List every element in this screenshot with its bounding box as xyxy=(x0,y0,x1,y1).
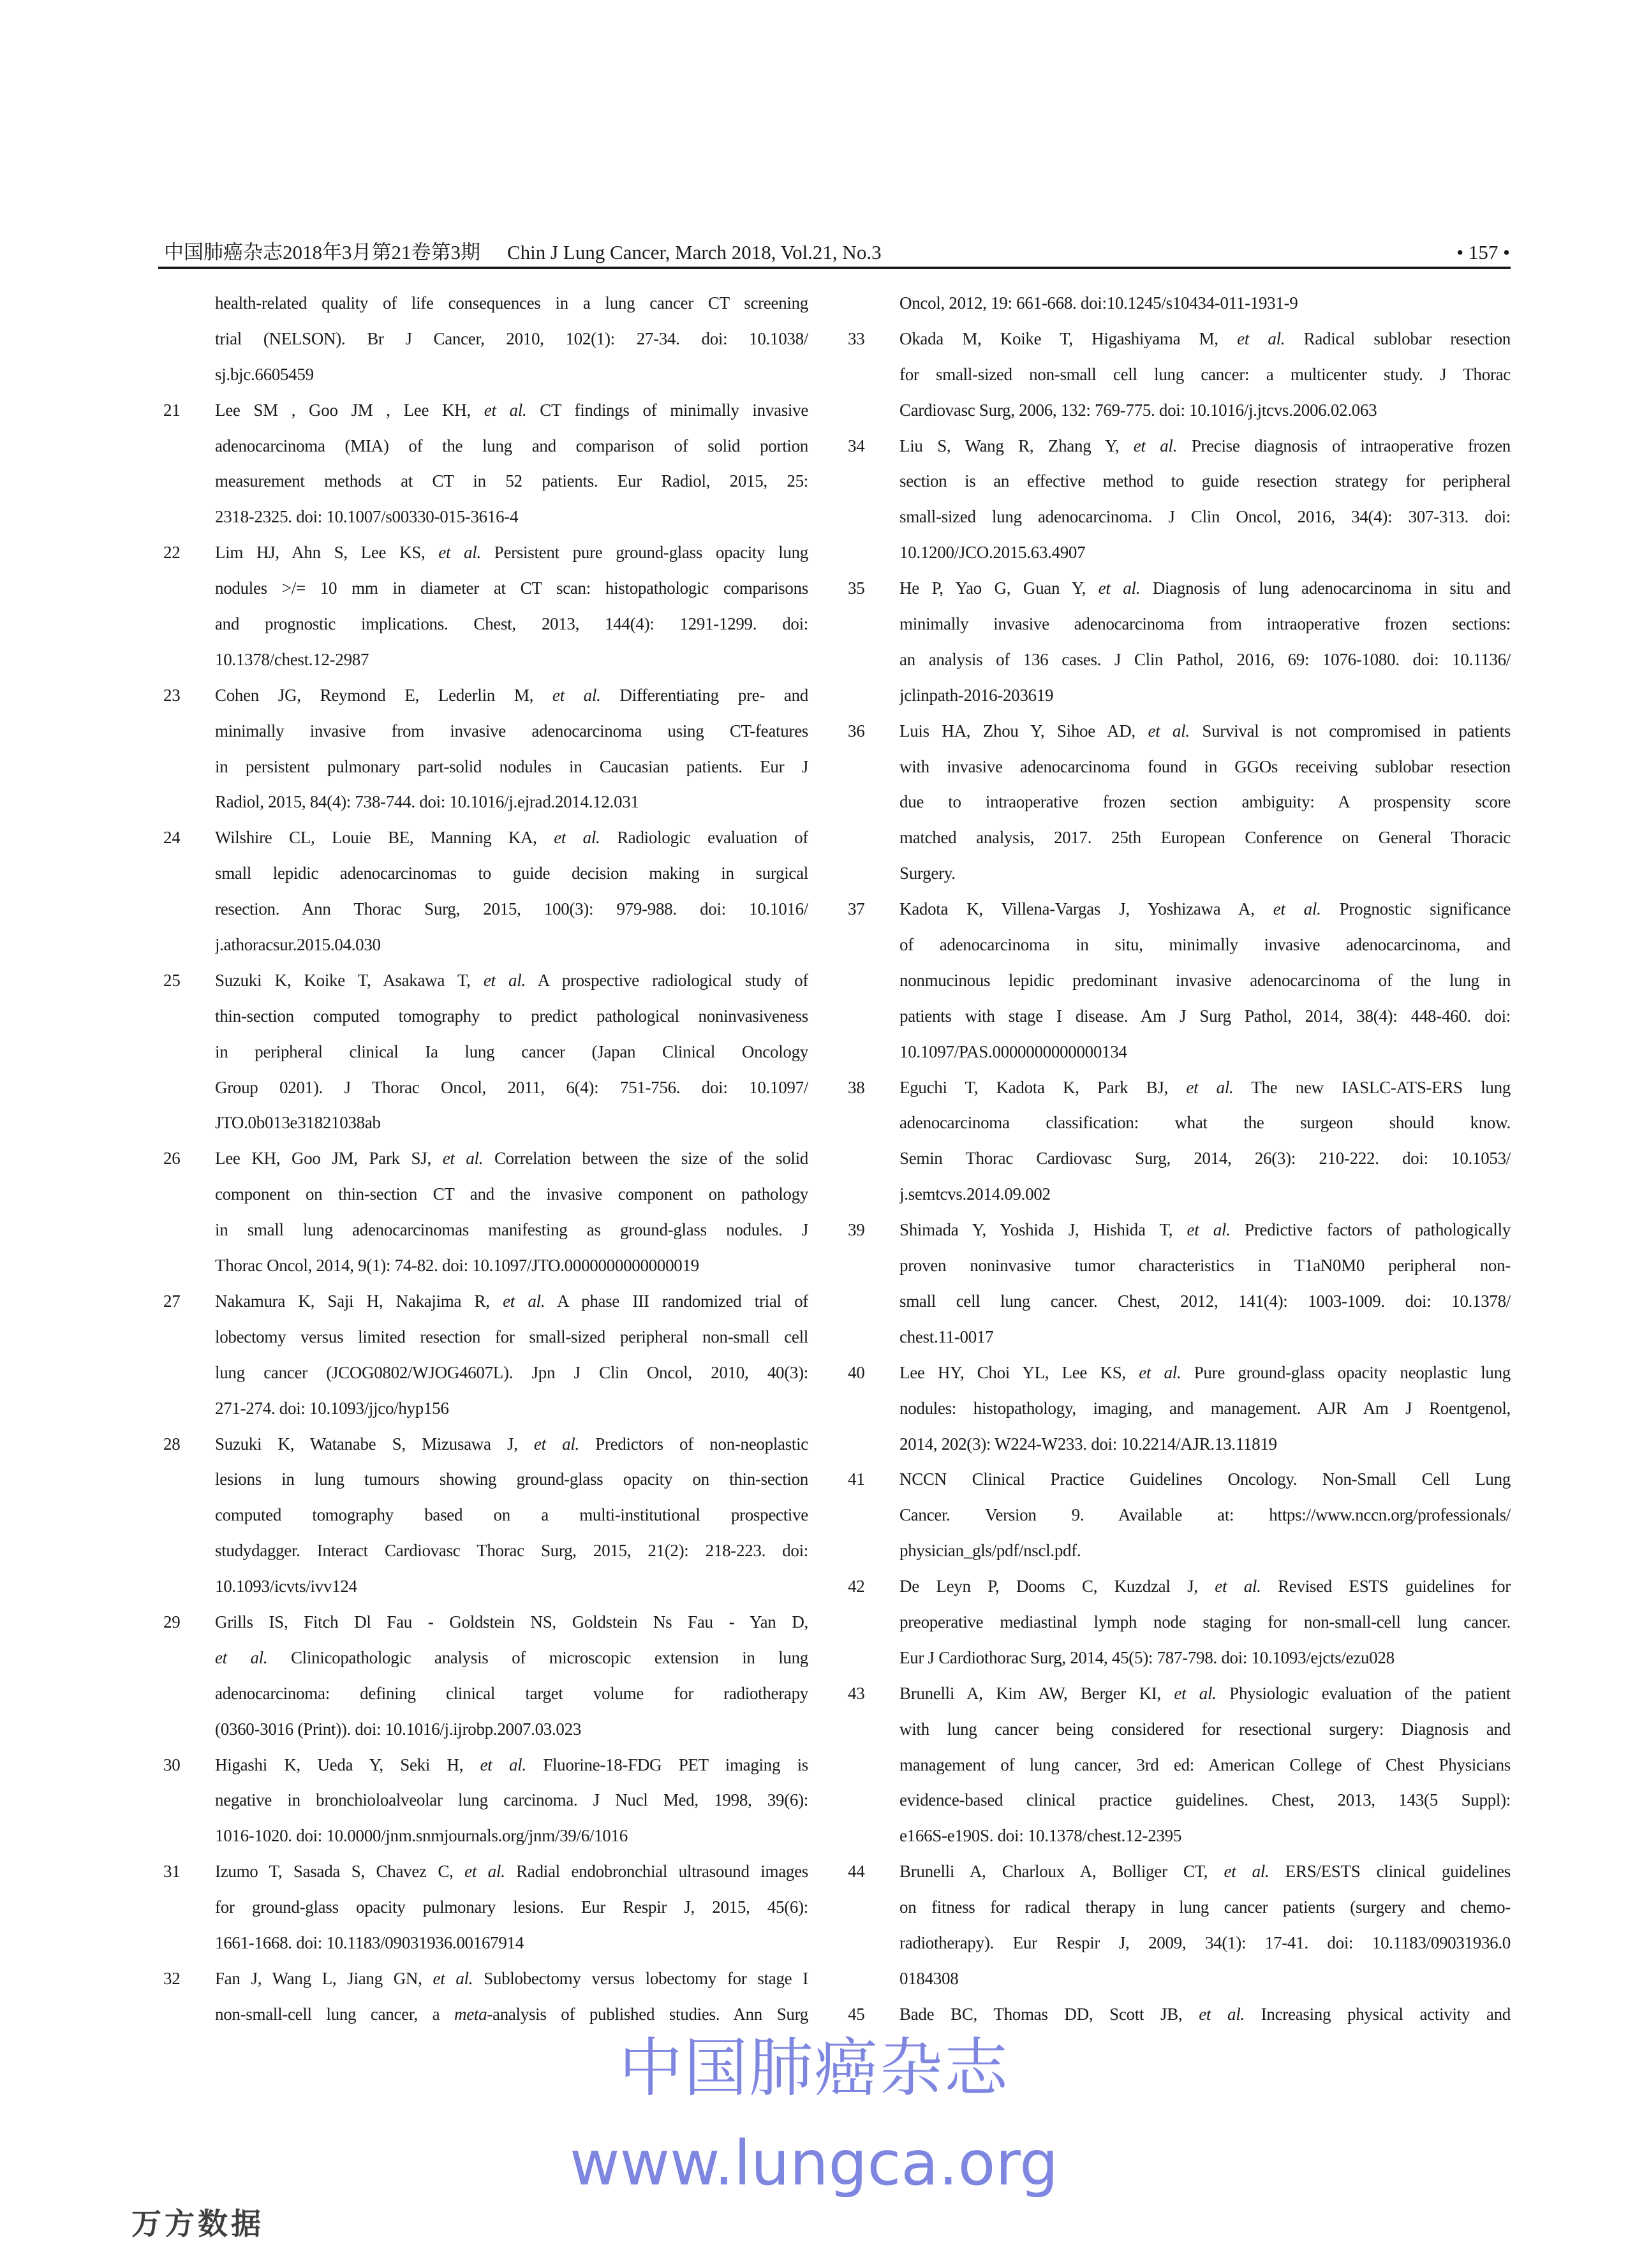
reference-item xyxy=(848,1355,1511,1462)
reference-line: Bade BC, Thomas DD, Scott JB, et al. Increasing physical activity and xyxy=(899,2004,1511,2024)
reference-line: nonmucinous lepidic predominant invasive adenocarcinoma of the lung in xyxy=(899,970,1511,990)
reference-number: 26 xyxy=(163,1149,181,1168)
reference-line: 10.1093/icvts/ivv124 xyxy=(215,1577,357,1596)
reference-line: adenocarcinoma: defining clinical target volume for radiotherapy xyxy=(215,1683,808,1703)
reference-number: 36 xyxy=(848,721,865,740)
reference-line: patients with stage I disease. Am J Surg Pathol, 2014, 38(4): 448-460. doi: xyxy=(899,1006,1511,1026)
reference-line: j.semtcvs.2014.09.002 xyxy=(899,1184,1051,1204)
reference-item xyxy=(848,1854,1511,1997)
reference-line: Eur J Cardiothorac Surg, 2014, 45(5): 787-798. doi: 10.1093/ejcts/ezu028 xyxy=(899,1647,1395,1667)
watermark xyxy=(0,2033,1628,2198)
reference-item xyxy=(848,1070,1511,1213)
reference-line: et al. Clinicopathologic analysis of microscopic extension in lung xyxy=(215,1647,808,1667)
reference-number: 35 xyxy=(848,578,865,598)
reference-line: an analysis of 136 cases. J Clin Pathol, 2016, 69: 1076-1080. doi: 10.1136/ xyxy=(899,649,1511,669)
reference-line: chest.11-0017 xyxy=(899,1327,994,1346)
reference-number: 23 xyxy=(163,685,181,705)
page-header xyxy=(164,236,1510,265)
reference-line: nodules: histopathology, imaging, and management. AJR Am J Roentgenol, xyxy=(899,1398,1511,1418)
reference-line: Higashi K, Ueda Y, Seki H, et al. Fluorine-18-FDG PET imaging is xyxy=(215,1755,808,1774)
reference-number: 33 xyxy=(848,328,865,348)
reference-item xyxy=(848,1212,1511,1355)
reference-number: 28 xyxy=(163,1434,181,1454)
reference-item xyxy=(163,820,808,963)
reference-line: Suzuki K, Watanabe S, Mizusawa J, et al. Predictors of non-neoplastic xyxy=(215,1434,808,1454)
page-number: • 157 • xyxy=(1456,241,1510,263)
reference-line: Suzuki K, Koike T, Asakawa T, et al. A prospective radiological study of xyxy=(215,970,808,990)
reference-line: lobectomy versus limited resection for small-sized peripheral non-small cell xyxy=(215,1327,808,1346)
reference-number: 25 xyxy=(163,970,181,990)
reference-line: Cohen JG, Reymond E, Lederlin M, et al. Differentiating pre- and xyxy=(215,685,808,705)
reference-number: 43 xyxy=(848,1683,865,1703)
reference-line: in small lung adenocarcinomas manifesting as ground-glass nodules. J xyxy=(215,1220,808,1240)
reference-item xyxy=(848,1569,1511,1676)
journal-title-cn: 中国肺癌杂志2018年3月第21卷第3期 xyxy=(164,241,480,263)
reference-line: 0184308 xyxy=(899,1968,959,1988)
reference-number: 44 xyxy=(848,1862,865,1881)
reference-line: minimally invasive from invasive adenocarcinoma using CT-features xyxy=(215,721,808,740)
reference-number: 24 xyxy=(163,828,181,848)
reference-line: component on thin-section CT and the invasive component on pathology xyxy=(215,1184,808,1204)
reference-line: measurement methods at CT in 52 patients. Eur Radiol, 2015, 25: xyxy=(215,471,808,491)
reference-item xyxy=(899,286,1511,321)
reference-number: 31 xyxy=(163,1862,181,1881)
reference-line: Oncol, 2012, 19: 661-668. doi:10.1245/s10434-011-1931-9 xyxy=(899,293,1298,313)
reference-line: preoperative mediastinal lymph node staging for non-small-cell lung cancer. xyxy=(899,1612,1511,1631)
reference-line: 271-274. doi: 10.1093/jjco/hyp156 xyxy=(215,1398,449,1418)
reference-line: for ground-glass opacity pulmonary lesions. Eur Respir J, 2015, 45(6): xyxy=(215,1897,808,1917)
reference-line: evidence-based clinical practice guidelines. Chest, 2013, 143(5 Suppl): xyxy=(899,1790,1511,1810)
reference-number: 27 xyxy=(163,1291,181,1311)
reference-item xyxy=(848,714,1511,892)
reference-line: Lee SM , Goo JM , Lee KH, et al. CT findings of minimally invasive xyxy=(215,400,808,420)
reference-line: Okada M, Koike T, Higashiyama M, et al. Radical sublobar resection xyxy=(899,328,1511,348)
reference-number: 39 xyxy=(848,1220,865,1240)
reference-line: physician_gls/pdf/nscl.pdf. xyxy=(899,1541,1081,1561)
reference-line: (0360-3016 (Print)). doi: 10.1016/j.ijrobp.2007.03.023 xyxy=(215,1719,582,1739)
reference-line: small cell lung cancer. Chest, 2012, 141(4): 1003-1009. doi: 10.1378/ xyxy=(899,1291,1511,1311)
reference-line: Cardiovasc Surg, 2006, 132: 769-775. doi: 10.1016/j.jtcvs.2006.02.063 xyxy=(899,400,1377,420)
reference-line: Nakamura K, Saji H, Nakajima R, et al. A phase III randomized trial of xyxy=(215,1291,808,1311)
reference-number: 42 xyxy=(848,1577,865,1596)
reference-line: Eguchi T, Kadota K, Park BJ, et al. The new IASLC-ATS-ERS lung xyxy=(899,1077,1511,1097)
reference-item xyxy=(163,393,808,536)
reference-line: thin-section computed tomography to predict pathological noninvasiveness xyxy=(215,1006,808,1026)
header-rule xyxy=(158,267,1511,269)
reference-number: 22 xyxy=(163,543,181,563)
reference-line: Cancer. Version 9. Available at: https://www.nccn.org/professionals/ xyxy=(899,1505,1511,1525)
reference-line: Izumo T, Sasada S, Chavez C, et al. Radial endobronchial ultrasound images xyxy=(215,1862,808,1881)
journal-title-en: Chin J Lung Cancer, March 2018, Vol.21, No.3 xyxy=(507,241,882,263)
reference-line: non-small-cell lung cancer, a meta-analysis of published studies. Ann Surg xyxy=(215,2004,808,2024)
reference-item xyxy=(848,429,1511,571)
header-journal-titles xyxy=(164,236,882,265)
reference-number: 45 xyxy=(848,2004,865,2024)
reference-line: Kadota K, Villena-Vargas J, Yoshizawa A, et al. Prognostic significance xyxy=(899,899,1511,919)
reference-number: 29 xyxy=(163,1612,181,1631)
reference-line: Group 0201). J Thorac Oncol, 2011, 6(4): 751-756. doi: 10.1097/ xyxy=(215,1077,808,1097)
reference-line: resection. Ann Thorac Surg, 2015, 100(3): 979-988. doi: 10.1016/ xyxy=(215,899,808,919)
reference-line: studydagger. Interact Cardiovasc Thorac Surg, 2015, 21(2): 218-223. doi: xyxy=(215,1541,808,1561)
reference-line: and prognostic implications. Chest, 2013, 144(4): 1291-1299. doi: xyxy=(215,614,808,634)
reference-line: nodules >/= 10 mm in diameter at CT scan: histopathologic comparisons xyxy=(215,578,808,598)
reference-line: Brunelli A, Kim AW, Berger KI, et al. Physiologic evaluation of the patient xyxy=(899,1683,1511,1703)
reference-line: adenocarcinoma classification: what the surgeon should know. xyxy=(899,1113,1511,1133)
reference-line: computed tomography based on a multi-institutional prospective xyxy=(215,1505,808,1525)
reference-number: 32 xyxy=(163,1968,181,1988)
reference-line: health-related quality of life consequences in a lung cancer CT screening xyxy=(215,293,808,313)
reference-line: Surgery. xyxy=(899,864,956,883)
reference-line: trial (NELSON). Br J Cancer, 2010, 102(1): 27-34. doi: 10.1038/ xyxy=(215,328,808,348)
reference-item xyxy=(848,1676,1511,1854)
reference-item xyxy=(163,678,808,821)
reference-line: minimally invasive adenocarcinoma from intraoperative frozen sections: xyxy=(899,614,1511,634)
reference-line: 10.1200/JCO.2015.63.4907 xyxy=(899,543,1086,563)
reference-item xyxy=(163,1854,808,1961)
reference-line: on fitness for radical therapy in lung cancer patients (surgery and chemo- xyxy=(899,1897,1511,1917)
reference-line: NCCN Clinical Practice Guidelines Oncology. Non-Small Cell Lung xyxy=(899,1469,1511,1489)
reference-number: 38 xyxy=(848,1077,865,1097)
reference-item xyxy=(215,286,808,393)
reference-line: adenocarcinoma (MIA) of the lung and comparison of solid portion xyxy=(215,436,808,455)
reference-item xyxy=(848,892,1511,1070)
watermark-url: www.lungca.org xyxy=(569,2128,1059,2199)
reference-line: small-sized lung adenocarcinoma. J Clin Oncol, 2016, 34(4): 307-313. doi: xyxy=(899,507,1511,527)
reference-item xyxy=(848,1462,1511,1569)
reference-item xyxy=(163,963,808,1141)
reference-line: lesions in lung tumours showing ground-glass opacity on thin-section xyxy=(215,1469,808,1489)
reference-line: with lung cancer being considered for resectional surgery: Diagnosis and xyxy=(899,1719,1511,1739)
reference-line: due to intraoperative frozen section ambiguity: A prospensity score xyxy=(899,792,1511,812)
reference-line: of adenocarcinoma in situ, minimally invasive adenocarcinoma, and xyxy=(899,935,1511,955)
reference-number: 41 xyxy=(848,1469,865,1489)
reference-line: Lim HJ, Ahn S, Lee KS, et al. Persistent pure ground-glass opacity lung xyxy=(215,543,808,563)
reference-item xyxy=(163,1284,808,1427)
reference-line: j.athoracsur.2015.04.030 xyxy=(215,935,381,955)
reference-line: He P, Yao G, Guan Y, et al. Diagnosis of lung adenocarcinoma in situ and xyxy=(899,578,1511,598)
reference-item xyxy=(163,1427,808,1605)
watermark-journal-name: 中国肺癌杂志 xyxy=(619,2031,1009,2105)
reference-line: section is an effective method to guide resection strategy for peripheral xyxy=(899,471,1511,491)
reference-line: 2318-2325. doi: 10.1007/s00330-015-3616-4 xyxy=(215,507,519,527)
reference-line: Wilshire CL, Louie BE, Manning KA, et al. Radiologic evaluation of xyxy=(215,828,808,848)
reference-line: 1016-1020. doi: 10.0000/jnm.snmjournals.org/jnm/39/6/1016 xyxy=(215,1826,628,1846)
wanfang-data-logo: 万方数据 xyxy=(131,2207,264,2242)
references-right-column xyxy=(848,286,1511,2033)
reference-line: negative in bronchioloalveolar lung carcinoma. J Nucl Med, 1998, 39(6): xyxy=(215,1790,808,1810)
reference-line: proven noninvasive tumor characteristics in T1aN0M0 peripheral non- xyxy=(899,1256,1511,1276)
reference-number: 40 xyxy=(848,1362,865,1382)
reference-line: radiotherapy). Eur Respir J, 2009, 34(1): 17-41. doi: 10.1183/09031936.0 xyxy=(899,1933,1511,1952)
reference-line: Thorac Oncol, 2014, 9(1): 74-82. doi: 10.1097/JTO.0000000000000019 xyxy=(215,1256,699,1276)
reference-line: 10.1378/chest.12-2987 xyxy=(215,649,369,669)
reference-number: 21 xyxy=(163,400,181,420)
reference-item xyxy=(163,1141,808,1284)
reference-number: 37 xyxy=(848,899,865,919)
references-left-column xyxy=(163,286,808,2033)
reference-line: in peripheral clinical Ia lung cancer (Japan Clinical Oncology xyxy=(215,1042,808,1061)
reference-item xyxy=(848,321,1511,429)
reference-line: Fan J, Wang L, Jiang GN, et al. Sublobectomy versus lobectomy for stage I xyxy=(215,1968,808,1988)
reference-number: 34 xyxy=(848,436,865,455)
reference-line: lung cancer (JCOG0802/WJOG4607L). Jpn J Clin Oncol, 2010, 40(3): xyxy=(215,1362,808,1382)
reference-line: Liu S, Wang R, Zhang Y, et al. Precise diagnosis of intraoperative frozen xyxy=(899,436,1511,455)
reference-line: Brunelli A, Charloux A, Bolliger CT, et al. ERS/ESTS clinical guidelines xyxy=(899,1862,1511,1881)
reference-item xyxy=(848,571,1511,714)
reference-line: management of lung cancer, 3rd ed: American College of Chest Physicians xyxy=(899,1755,1511,1774)
reference-line: with invasive adenocarcinoma found in GGOs receiving sublobar resection xyxy=(899,756,1511,776)
reference-line: small lepidic adenocarcinomas to guide decision making in surgical xyxy=(215,864,808,883)
reference-line: matched analysis, 2017. 25th European Conference on General Thoracic xyxy=(899,828,1511,848)
reference-line: JTO.0b013e31821038ab xyxy=(215,1113,381,1133)
reference-line: sj.bjc.6605459 xyxy=(215,364,314,384)
reference-line: De Leyn P, Dooms C, Kuzdzal J, et al. Revised ESTS guidelines for xyxy=(899,1577,1511,1596)
reference-line: Radiol, 2015, 84(4): 738-744. doi: 10.1016/j.ejrad.2014.12.031 xyxy=(215,792,639,812)
reference-line: jclinpath-2016-203619 xyxy=(899,685,1054,705)
reference-item xyxy=(163,1748,808,1855)
reference-line: Grills IS, Fitch Dl Fau - Goldstein NS, Goldstein Ns Fau - Yan D, xyxy=(215,1612,808,1631)
reference-line: Lee HY, Choi YL, Lee KS, et al. Pure ground-glass opacity neoplastic lung xyxy=(899,1362,1511,1382)
reference-line: Lee KH, Goo JM, Park SJ, et al. Correlation between the size of the solid xyxy=(215,1149,808,1168)
reference-line: 2014, 202(3): W224-W233. doi: 10.2214/AJR.13.11819 xyxy=(899,1434,1277,1454)
reference-line: Luis HA, Zhou Y, Sihoe AD, et al. Survival is not compromised in patients xyxy=(899,721,1511,740)
reference-item xyxy=(848,1997,1511,2033)
reference-item xyxy=(163,1961,808,2033)
reference-line: 10.1097/PAS.0000000000000134 xyxy=(899,1042,1127,1061)
reference-line: for small-sized non-small cell lung cancer: a multicenter study. J Thorac xyxy=(899,364,1511,384)
reference-line: e166S-e190S. doi: 10.1378/chest.12-2395 xyxy=(899,1826,1182,1846)
reference-number: 30 xyxy=(163,1755,181,1774)
reference-item xyxy=(163,535,808,678)
reference-line: Shimada Y, Yoshida J, Hishida T, et al. Predictive factors of pathologically xyxy=(899,1220,1511,1240)
reference-line: Semin Thorac Cardiovasc Surg, 2014, 26(3): 210-222. doi: 10.1053/ xyxy=(899,1149,1511,1168)
reference-line: 1661-1668. doi: 10.1183/09031936.00167914 xyxy=(215,1933,524,1952)
reference-item xyxy=(163,1605,808,1748)
reference-line: in persistent pulmonary part-solid nodules in Caucasian patients. Eur J xyxy=(215,756,808,776)
